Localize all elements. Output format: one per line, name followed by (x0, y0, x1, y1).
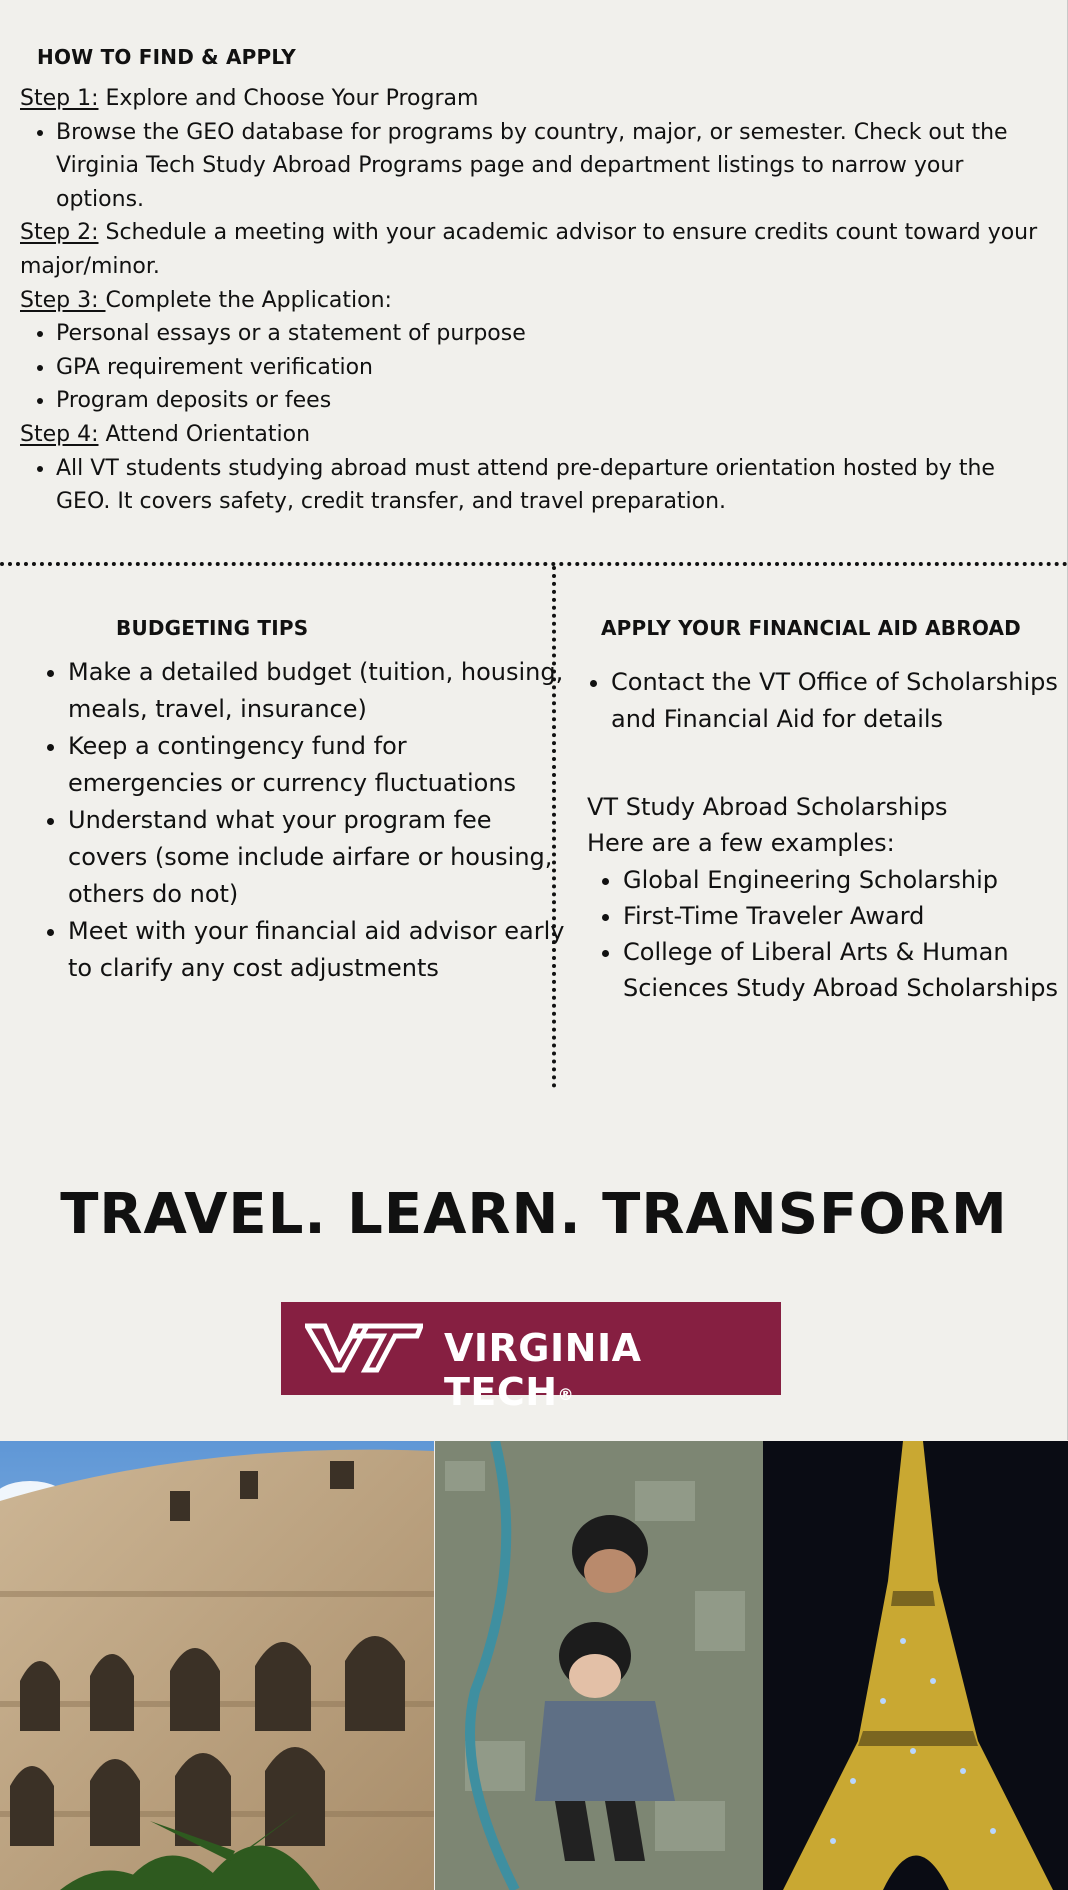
eiffel-tower-photo (763, 1441, 1068, 1890)
tagline: TRAVEL. LEARN. TRANSFORM (60, 1182, 1008, 1247)
step-2-label: Step 2: (20, 220, 99, 246)
virginia-tech-logo (281, 1302, 781, 1414)
step-3-text: Complete the Application: (105, 287, 392, 313)
list-item: • Program deposits or fees (56, 384, 1050, 418)
how-to-apply-section (0, 0, 1068, 562)
scholarships-title: VT Study Abroad Scholarships (587, 793, 948, 821)
step-1-bullets (20, 116, 1050, 217)
list-item: • First-Time Traveler Award (623, 898, 1063, 934)
list-item: • Meet with your financial aid advisor early to clarify any cost adjustments (68, 913, 568, 987)
vt-monogram-icon (305, 1322, 423, 1374)
list-item: • Contact the VT Office of Scholarships and Financial Aid for details (611, 664, 1068, 738)
step-1 (20, 82, 1050, 116)
step-1-label: Step 1: (20, 86, 99, 111)
list-item: • GPA requirement verification (56, 351, 1050, 385)
scholarship-examples-list (599, 862, 1063, 1006)
horizontal-dotted-divider (0, 562, 1068, 566)
list-item: • Personal essays or a statement of purpose (56, 317, 1050, 351)
list-item: • Make a detailed budget (tuition, housing, meals, travel, insurance) (68, 654, 568, 728)
step-3 (20, 284, 1050, 318)
list-item: • Understand what your program fee covers (some include airfare or housing, others do not) (68, 802, 568, 913)
scholarships-intro (587, 789, 1057, 861)
list-item: • College of Liberal Arts & Human Sciences Study Abroad Scholarships (623, 934, 1063, 1006)
financial-aid-heading: APPLY YOUR FINANCIAL AID ABROAD (601, 616, 1021, 640)
step-2 (20, 216, 1050, 283)
step-2-text: Schedule a meeting with your academic advisor to ensure credits count toward your major/minor. (20, 220, 1038, 279)
step-1-text: Explore and Choose Your Program (98, 86, 479, 111)
step-4-text: Attend Orientation (98, 421, 311, 447)
list-item: • All VT students studying abroad must attend pre-departure orientation hosted by the GEO. It covers safety, credit transfer, and travel preparation. (56, 452, 1050, 519)
step-4-bullets (20, 452, 1050, 519)
list-item: • Global Engineering Scholarship (623, 862, 1063, 898)
budgeting-tips-list (40, 654, 568, 987)
apply-heading: HOW TO FIND & APPLY (37, 45, 296, 69)
colosseum-photo (0, 1441, 434, 1890)
budgeting-heading: BUDGETING TIPS (116, 616, 309, 640)
step-3-label: Step 3: (20, 287, 106, 313)
list-item: • Keep a contingency fund for emergencies or currency fluctuations (68, 728, 568, 802)
financial-aid-list (587, 664, 1068, 738)
paragliding-photo (435, 1441, 763, 1890)
step-4-label: Step 4: (20, 421, 99, 447)
list-item: • Browse the GEO database for programs by country, major, or semester. Check out the Virginia Tech Study Abroad Programs page and department listings to narrow your options. (56, 116, 1050, 217)
apply-steps (20, 82, 1050, 519)
step-4 (20, 418, 1050, 452)
logo-wordmark: VIRGINIA TECH® (444, 1326, 642, 1414)
step-3-bullets (20, 317, 1050, 418)
examples-intro: Here are a few examples: (587, 829, 895, 857)
